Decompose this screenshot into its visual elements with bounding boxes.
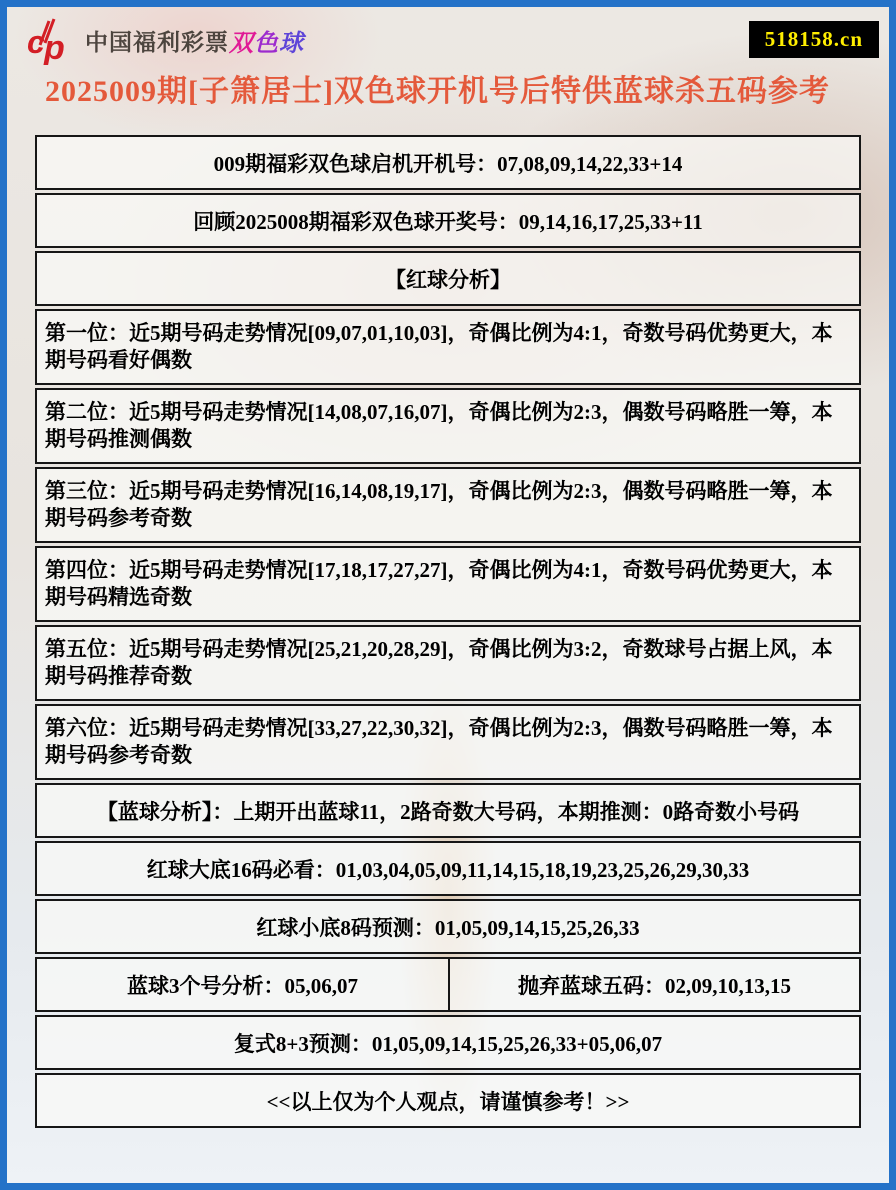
row-disclaimer: <<以上仅为个人观点，请谨慎参考！>>	[35, 1073, 861, 1128]
row-position-6: 第六位：近5期号码走势情况[33,27,22,30,32]，奇偶比例为2:3，偶数号码略胜一筹，本期号码参考奇数	[35, 704, 861, 780]
row-blue-analysis: 【蓝球分析】：上期开出蓝球11，2路奇数大号码，本期推测：0路奇数小号码	[35, 783, 861, 838]
page-header	[7, 7, 889, 69]
svg-text:c: c	[27, 24, 45, 60]
analysis-table	[35, 135, 861, 1128]
row-position-5: 第五位：近5期号码走势情况[25,21,20,28,29]，奇偶比例为3:2，奇数球号占据上风，本期号码推荐奇数	[35, 625, 861, 701]
product-name: 双色球	[229, 29, 304, 57]
cell-blue-3: 蓝球3个号分析：05,06,07	[127, 973, 358, 998]
row-position-1: 第一位：近5期号码走势情况[09,07,01,10,03]，奇偶比例为4:1，奇数号码优势更大，本期号码看好偶数	[35, 309, 861, 385]
row-blue-picks	[35, 957, 861, 1012]
row-red-16: 红球大底16码必看：01,03,04,05,09,11,14,15,18,19,23,25,26,29,30,33	[35, 841, 861, 896]
welfare-lottery-logo	[27, 15, 304, 65]
row-position-3: 第三位：近5期号码走势情况[16,14,08,19,17]，奇偶比例为2:3，偶数号码略胜一筹，本期号码参考奇数	[35, 467, 861, 543]
svg-text:p: p	[44, 29, 65, 65]
cell-blue-kill5: 抛弃蓝球五码：02,09,10,13,15	[448, 959, 859, 1010]
row-position-4: 第四位：近5期号码走势情况[17,18,17,27,27]，奇偶比例为4:1，奇数号码优势更大，本期号码精选奇数	[35, 546, 861, 622]
brand-name: 中国福利彩票	[85, 28, 229, 55]
row-red-8: 红球小底8码预测：01,05,09,14,15,25,26,33	[35, 899, 861, 954]
row-last-draw: 回顾2025008期福彩双色球开奖号：09,14,16,17,25,33+11	[35, 193, 861, 248]
row-fushi-8plus3: 复式8+3预测：01,05,09,14,15,25,26,33+05,06,07	[35, 1015, 861, 1070]
row-position-2: 第二位：近5期号码走势情况[14,08,07,16,07]，奇偶比例为2:3，偶数号码略胜一筹，本期号码推测偶数	[35, 388, 861, 464]
row-kaiji-number: 009期福彩双色球启机开机号：07,08,09,14,22,33+14	[35, 135, 861, 190]
row-red-analysis-head: 【红球分析】	[35, 251, 861, 306]
page-title: 2025009期[子箫居士]双色球开机号后特供蓝球杀五码参考	[45, 75, 830, 108]
site-badge: 518158.cn	[749, 21, 879, 58]
cp-emblem-icon	[27, 15, 77, 65]
